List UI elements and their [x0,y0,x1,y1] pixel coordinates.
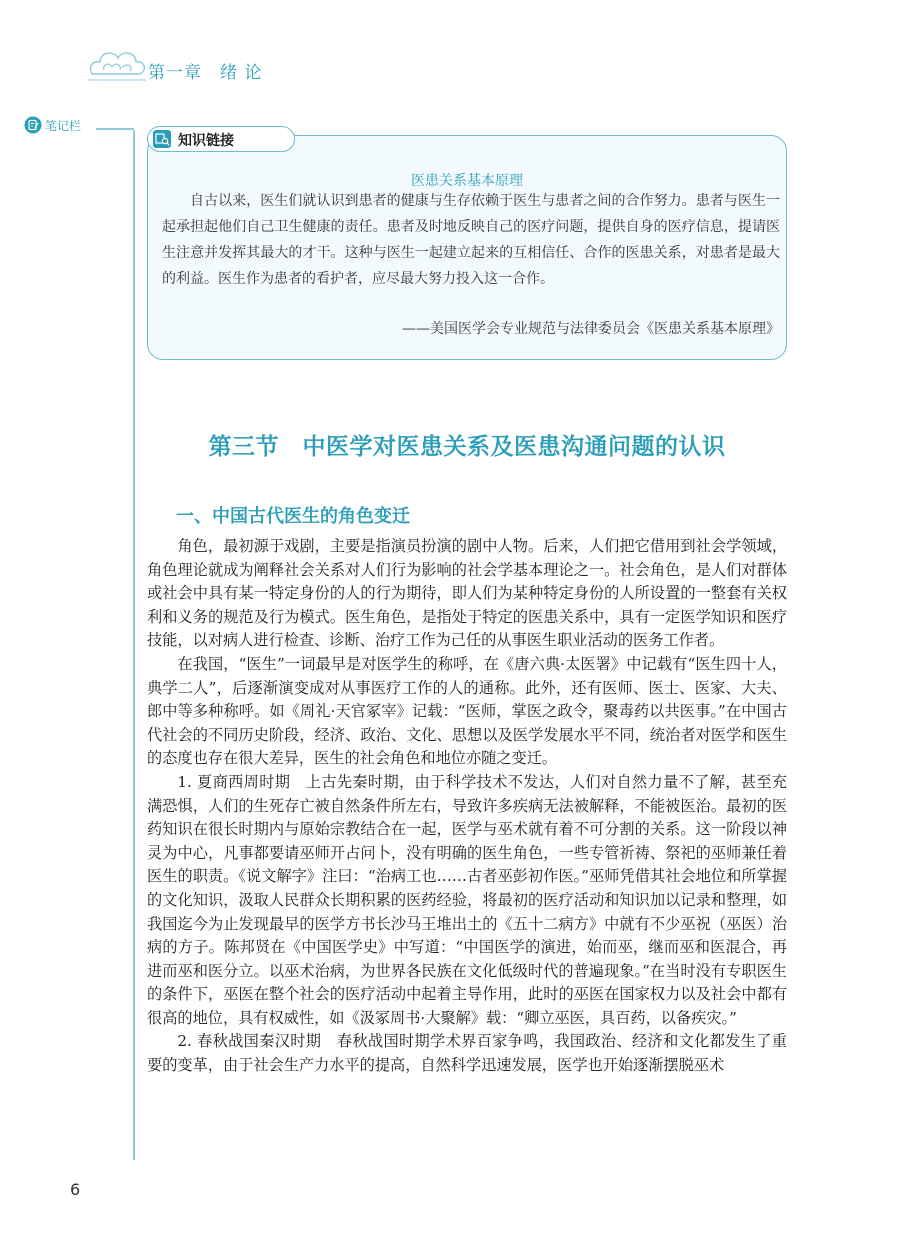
magnifier-book-icon [153,130,171,148]
subsection-title: 一、中国古代医生的角色变迁 [176,506,410,527]
page-number: 6 [70,1180,81,1199]
notes-margin-line [133,130,135,1160]
chapter-number: 第一章 [148,63,202,83]
body-paragraph: 1. 夏商西周时期 上古先秦时期，由于科学技术不发达，人们对自然力量不了解，甚至充满恐惧，人们的生死存亡被自然条件所左右，导致许多疾病无法被解释，不能被医治。最初的医药知识在很长时期内与原始宗教结合在一起，医学与巫术就有着不可分割的关系。这一阶段以神灵为中心，凡事都要请巫师开占问卜，没有明确的医生角色，一些专管祈祷、祭祀的巫师兼任着医生的职责。《说文解字》注曰：“治病工也……古者巫彭初作医。”巫师凭借其社会地位和所掌握的文化知识，汲取人民群众长期积累的医药经验，将最初的医疗活动和知识加以记录和整理，如我国迄今为止发现最早的医学方书长沙马王堆出土的《五十二病方》中就有不少巫祝（巫医）治病的方子。陈邦贤在《中国医学史》中写道：“中国医学的演进，始而巫，继而巫和医混合，再进而巫和医分立。以巫术治病，为世界各民族在文化低级时代的普遍现象。”在当时没有专职医生的条件下，巫医在整个社会的医疗活动中起着主导作用，此时的巫医在国家权力以及社会中都有很高的地位，具有权威性，如《汲冢周书·大聚解》载：“卿立巫医，具百药，以备疾灾。” [147,772,787,1027]
knowledge-box-title: 医患关系基本原理 [411,173,523,189]
body-paragraph: 在我国，“医生”一词最早是对医学生的称呼，在《唐六典·太医署》中记载有“医生四十人，典学二人”，后逐渐演变成对从事医疗工作的人的通称。此外，还有医师、医士、医家、大夫、郎中等多种称呼。如《周礼·天官冢宰》记载：“医师，掌医之政令，聚毒药以共医事。”在中国古代社会的不同历史阶段，经济、政治、文化、思想以及医学发展水平不同，统治者对医学和医生的态度也存在很大差异，医生的社会角色和地位亦随之变迁。 [147,654,787,768]
notes-label-text: 笔记栏 [45,119,82,133]
page-header [0,0,900,100]
chapter-title: 绪 论 [220,63,263,83]
knowledge-link-label: 知识链接 [178,133,234,149]
pencil-note-icon [24,116,42,134]
main-body-text [147,535,787,1078]
notes-column-label [24,116,81,134]
knowledge-box-source: ——美国医学会专业规范与法律委员会《医患关系基本原理》 [402,321,780,337]
notes-divider [96,128,134,130]
section-title: 第三节 中医学对医患关系及医患沟通问题的认识 [208,434,726,460]
body-paragraph: 角色，最初源于戏剧，主要是指演员扮演的剧中人物。后来，人们把它借用到社会学领域，角色理论就成为阐释社会关系对人们行为影响的社会学基本理论之一。社会角色，是人们对群体或社会中具有某一特定身份的人的行为期待，即人们为某种特定身份的人所设置的一整套有关权利和义务的规范及行为模式。医生角色，是指处于特定的医患关系中，具有一定医学知识和医疗技能，以对病人进行检查、诊断、治疗工作为己任的从事医生职业活动的医务工作者。 [147,537,787,650]
cloud-swirl-icon [86,40,148,84]
chapter-heading [148,58,262,83]
knowledge-box-body: 自古以来，医生们就认识到患者的健康与生存依赖于医生与患者之间的合作努力。患者与医生一起承担起他们自己卫生健康的责任。患者及时地反映自己的医疗问题，提供自身的医疗信息，提请医生注意并发挥其最大的才干。这种与医生一起建立起来的互相信任、合作的医患关系，对患者是最大的利益。医生作为患者的看护者，应尽最大努力投入这一合作。 [162,193,780,287]
body-paragraph: 2. 春秋战国秦汉时期 春秋战国时期学术界百家争鸣，我国政治、经济和文化都发生了重要的变革，由于社会生产力水平的提高，自然科学迅速发展，医学也开始逐渐摆脱巫术 [147,1032,787,1075]
